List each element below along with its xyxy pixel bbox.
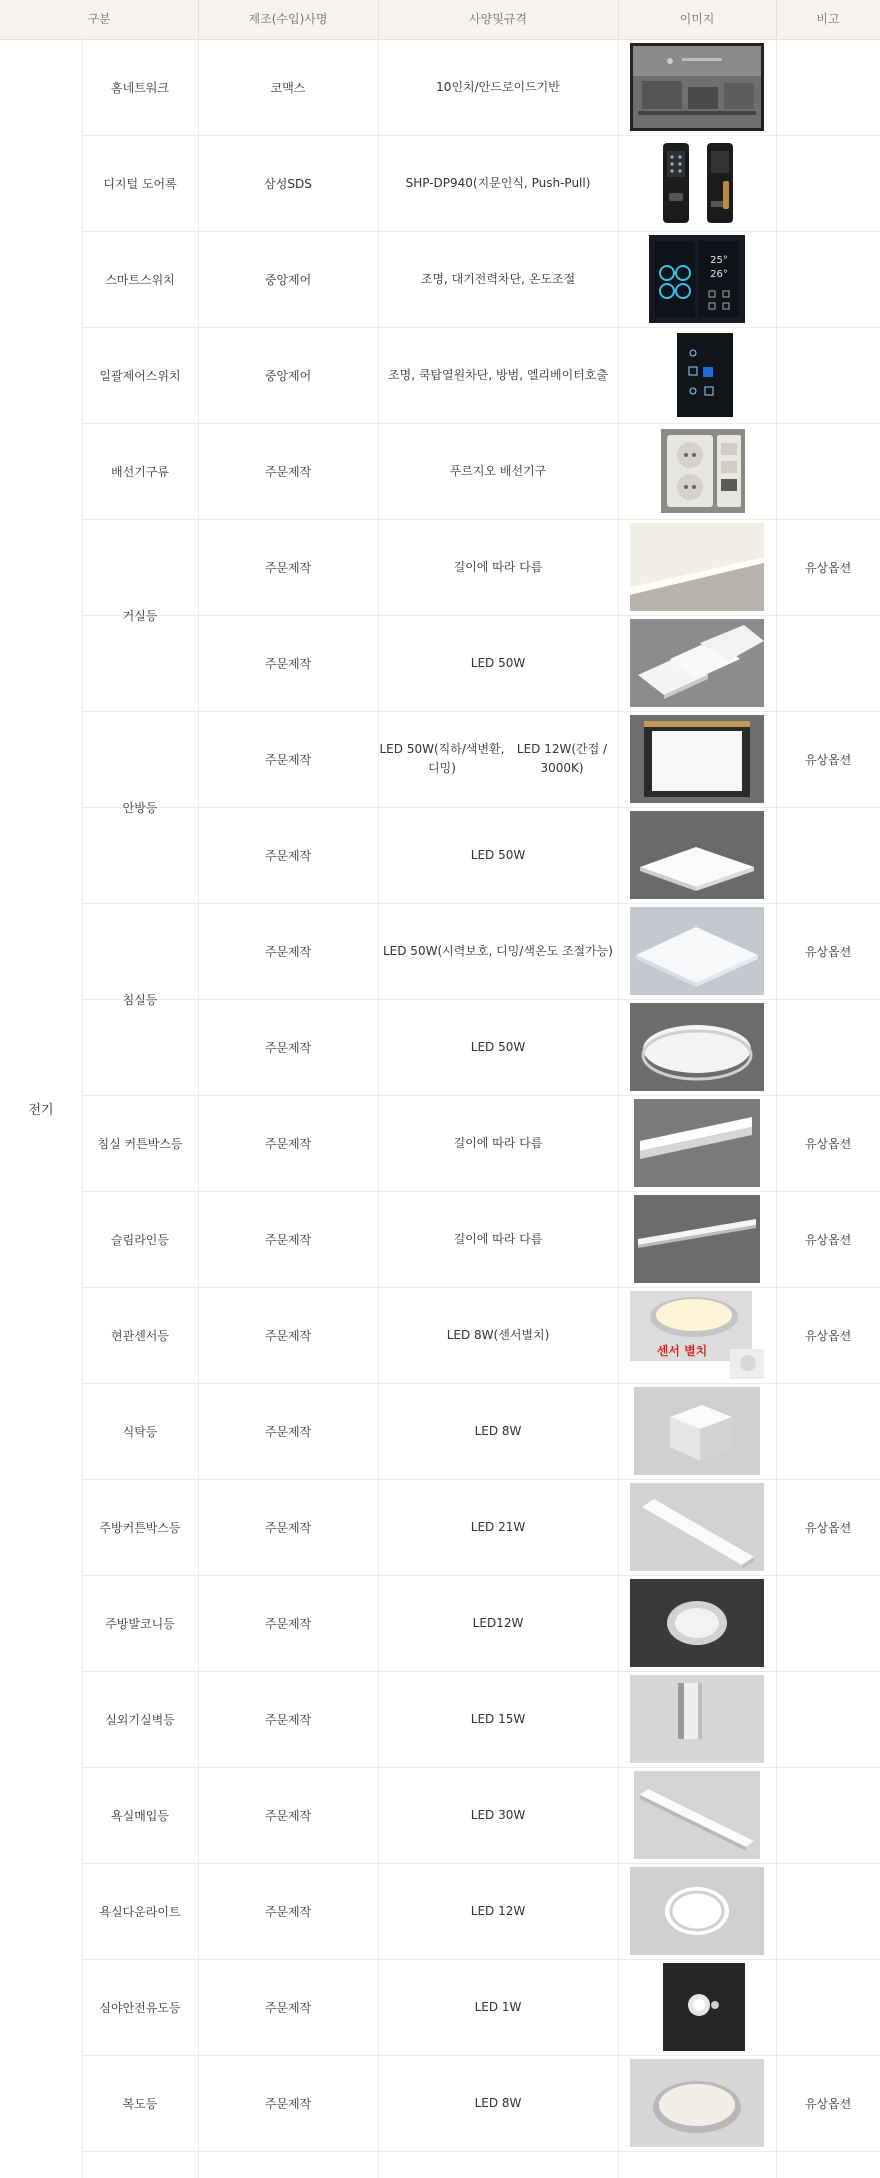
wiring-outlet-image bbox=[649, 427, 745, 515]
item-note: 유상옵션 bbox=[804, 2096, 852, 2111]
item-note bbox=[776, 231, 880, 327]
table-row bbox=[82, 999, 880, 1096]
item-spec-line: LED 8W bbox=[474, 1423, 522, 1438]
item-spec bbox=[378, 39, 618, 135]
item-spec-line: 조명, 쿡탑열원차단, 방범, 엘리베이터호출 bbox=[388, 367, 608, 382]
digital-door-lock-image bbox=[649, 139, 745, 227]
item-note: 유상옵션 bbox=[804, 1232, 852, 1247]
column-divider bbox=[618, 39, 619, 2178]
header-maker: 제조(수입)사명 bbox=[248, 12, 328, 26]
group-name: 안방등 bbox=[82, 711, 198, 904]
item-spec-line: 길이에 따라 다름 bbox=[453, 559, 543, 574]
dining-cube-light-image bbox=[634, 1387, 760, 1475]
item-note: 유상옵션 bbox=[804, 1520, 852, 1535]
sensor-caption: 센서 별치 bbox=[656, 1344, 708, 1358]
living-cove-light-image bbox=[630, 523, 764, 611]
item-name: 주방커튼박스등 bbox=[99, 1520, 181, 1535]
item-note bbox=[776, 327, 880, 423]
item-spec-line: LED 8W bbox=[474, 2095, 522, 2110]
table-row bbox=[82, 807, 880, 904]
item-spec-line: SHP-DP940(지문인식, Push-Pull) bbox=[405, 175, 591, 190]
item-name: 욕실다운라이트 bbox=[99, 1904, 181, 1919]
table-row bbox=[82, 2055, 880, 2152]
corridor-downlight-image bbox=[630, 2059, 764, 2147]
item-spec bbox=[378, 1959, 618, 2055]
table-row bbox=[82, 615, 880, 712]
item-maker: 주문제작 bbox=[264, 1712, 312, 1727]
item-spec-line: 10인치/안드로이드기반 bbox=[436, 79, 560, 94]
item-note bbox=[776, 1767, 880, 1863]
smart-switch-temp-1: 25° bbox=[710, 255, 728, 266]
item-spec bbox=[378, 2055, 618, 2151]
slim-line-light-image bbox=[634, 1195, 760, 1283]
table-header bbox=[0, 0, 880, 40]
item-spec bbox=[378, 999, 618, 1095]
item-note: 유상옵션 bbox=[804, 1328, 852, 1343]
table-row bbox=[82, 231, 880, 328]
item-spec bbox=[378, 519, 618, 615]
item-maker: 중앙제어 bbox=[264, 272, 312, 287]
column-divider bbox=[82, 39, 83, 2178]
item-spec-line: 푸르지오 배선기구 bbox=[449, 463, 547, 478]
table-row bbox=[82, 135, 880, 232]
item-spec bbox=[378, 327, 618, 423]
item-name: 일괄제어스위치 bbox=[99, 368, 181, 383]
item-name: 디지털 도어록 bbox=[103, 176, 177, 191]
item-note bbox=[776, 1959, 880, 2055]
item-maker: 주문제작 bbox=[264, 944, 312, 959]
item-name: 실외기실벽등 bbox=[105, 1712, 175, 1727]
item-spec-line: LED12W bbox=[472, 1615, 524, 1630]
bedroom-square-light-image bbox=[630, 907, 764, 995]
item-note: 유상옵션 bbox=[804, 752, 852, 767]
item-spec bbox=[378, 1671, 618, 1767]
table-row bbox=[82, 327, 880, 424]
item-spec-line: LED 50W(시력보호, 디밍/색온도 조절가능) bbox=[382, 943, 613, 958]
table-row bbox=[82, 519, 880, 616]
item-maker: 주문제작 bbox=[264, 1520, 312, 1535]
item-maker: 주문제작 bbox=[264, 1328, 312, 1343]
item-spec bbox=[378, 807, 618, 903]
kitchen-curtain-box-light-image bbox=[630, 1483, 764, 1571]
item-maker: 주문제작 bbox=[264, 1808, 312, 1823]
master-room-square-light-image bbox=[630, 811, 764, 899]
item-name: 홈네트워크 bbox=[111, 80, 169, 95]
item-note bbox=[776, 423, 880, 519]
table-row bbox=[82, 1095, 880, 1192]
table-row bbox=[82, 1383, 880, 1480]
master-room-framed-light-image bbox=[630, 715, 764, 803]
item-maker: 주문제작 bbox=[264, 752, 312, 767]
item-spec-line: LED 21W bbox=[470, 1519, 526, 1534]
smart-switch-temp-2: 26° bbox=[710, 269, 728, 280]
item-name: 욕실매입등 bbox=[111, 1808, 169, 1823]
item-spec-line: LED 12W bbox=[470, 1903, 526, 1918]
smart-switch-image bbox=[649, 235, 745, 323]
item-spec-line: LED 50W bbox=[470, 1039, 526, 1054]
item-spec-line: LED 50W(직하/색변환, 디밍) bbox=[379, 742, 505, 775]
item-maker: 주문제작 bbox=[264, 1136, 312, 1151]
item-maker: 주문제작 bbox=[264, 1040, 312, 1055]
item-spec-line: 길이에 따라 다름 bbox=[453, 1135, 543, 1150]
table-row bbox=[82, 1863, 880, 1960]
item-spec-line: LED 50W bbox=[470, 847, 526, 862]
kitchen-balcony-light-image bbox=[630, 1579, 764, 1667]
item-name: 배선기구류 bbox=[111, 464, 169, 479]
item-spec-line: LED 12W(간접 / 3000K) bbox=[516, 742, 608, 775]
item-note bbox=[776, 1863, 880, 1959]
category-electric: 전기 bbox=[28, 1103, 54, 1118]
item-maker: 코맥스 bbox=[270, 80, 306, 95]
item-spec-line: LED 50W bbox=[470, 655, 526, 670]
item-spec bbox=[378, 1095, 618, 1191]
living-panel-light-image bbox=[630, 619, 764, 707]
table-row bbox=[82, 711, 880, 808]
item-maker: 삼성SDS bbox=[264, 176, 312, 191]
table-row bbox=[82, 1575, 880, 1672]
bedroom-curtain-box-light-image bbox=[634, 1099, 760, 1187]
item-note: 유상옵션 bbox=[804, 560, 852, 575]
item-note bbox=[776, 39, 880, 135]
item-maker: 주문제작 bbox=[264, 464, 312, 479]
item-note: 유상옵션 bbox=[804, 1136, 852, 1151]
item-maker: 주문제작 bbox=[264, 560, 312, 575]
item-note: 유상옵션 bbox=[804, 944, 852, 959]
header-category: 구분 bbox=[87, 12, 111, 26]
item-spec bbox=[378, 1767, 618, 1863]
item-name: 스마트스위치 bbox=[105, 272, 175, 287]
item-name: 심야안전유도등 bbox=[99, 2000, 181, 2015]
item-name: 슬림라인등 bbox=[111, 1232, 169, 1247]
item-maker: 주문제작 bbox=[264, 848, 312, 863]
group-name: 거실등 bbox=[82, 519, 198, 712]
master-control-switch-image bbox=[649, 331, 745, 419]
item-spec bbox=[378, 1191, 618, 1287]
item-maker: 주문제작 bbox=[264, 1904, 312, 1919]
item-note bbox=[776, 1575, 880, 1671]
item-maker: 주문제작 bbox=[264, 2096, 312, 2111]
item-spec bbox=[378, 231, 618, 327]
item-spec bbox=[378, 1863, 618, 1959]
item-spec-line: 조명, 대기전력차단, 온도조절 bbox=[420, 271, 576, 286]
header-note: 비고 bbox=[816, 12, 840, 26]
column-divider bbox=[198, 39, 199, 2178]
item-maker: 주문제작 bbox=[264, 1616, 312, 1631]
header-spec: 사양및규격 bbox=[469, 12, 527, 26]
item-name: 주방발코니등 bbox=[105, 1616, 175, 1631]
item-spec bbox=[378, 711, 618, 807]
table-row bbox=[82, 1287, 880, 1384]
item-spec bbox=[378, 135, 618, 231]
item-maker: 주문제작 bbox=[264, 1232, 312, 1247]
item-spec-line: LED 15W bbox=[470, 1711, 526, 1726]
table-row bbox=[82, 1767, 880, 1864]
table-row bbox=[82, 423, 880, 520]
item-spec-line: LED 8W(센서별치) bbox=[446, 1327, 550, 1342]
table-row bbox=[82, 1959, 880, 2056]
bedroom-round-light-image bbox=[630, 1003, 764, 1091]
bathroom-recessed-light-image bbox=[634, 1771, 760, 1859]
night-guide-light-image bbox=[649, 1963, 745, 2051]
item-spec bbox=[378, 903, 618, 999]
item-maker: 주문제작 bbox=[264, 656, 312, 671]
item-note bbox=[776, 1671, 880, 1767]
item-note bbox=[776, 999, 880, 1095]
item-name: 복도등 bbox=[122, 2096, 158, 2111]
item-note bbox=[776, 615, 880, 711]
table-row bbox=[82, 1191, 880, 1288]
column-divider bbox=[776, 39, 777, 2178]
item-spec-line: 길이에 따라 다름 bbox=[453, 1231, 543, 1246]
item-spec bbox=[378, 1383, 618, 1479]
item-spec bbox=[378, 1479, 618, 1575]
item-note bbox=[776, 807, 880, 903]
header-image: 이미지 bbox=[679, 12, 715, 26]
item-maker: 주문제작 bbox=[264, 1424, 312, 1439]
item-note bbox=[776, 1383, 880, 1479]
group-name: 침실등 bbox=[82, 903, 198, 1096]
item-name: 침실 커튼박스등 bbox=[97, 1136, 183, 1151]
column-divider bbox=[378, 39, 379, 2178]
entrance-sensor-light-image bbox=[630, 1291, 764, 1379]
item-spec bbox=[378, 1575, 618, 1671]
home-network-panel-image bbox=[630, 43, 764, 131]
item-name: 현관센서등 bbox=[111, 1328, 169, 1343]
table-row bbox=[82, 1479, 880, 1576]
table-row bbox=[82, 39, 880, 136]
item-spec-line: LED 30W bbox=[470, 1807, 526, 1822]
item-name: 식탁등 bbox=[122, 1424, 158, 1439]
item-spec bbox=[378, 1287, 618, 1383]
item-spec bbox=[378, 423, 618, 519]
table-row bbox=[82, 903, 880, 1000]
outdoor-unit-wall-light-image bbox=[630, 1675, 764, 1763]
item-maker: 주문제작 bbox=[264, 2000, 312, 2015]
item-maker: 중앙제어 bbox=[264, 368, 312, 383]
table-row bbox=[82, 1671, 880, 1768]
item-spec-line: LED 1W bbox=[474, 1999, 522, 2014]
bathroom-downlight-image bbox=[630, 1867, 764, 1955]
item-spec bbox=[378, 615, 618, 711]
item-note bbox=[776, 135, 880, 231]
